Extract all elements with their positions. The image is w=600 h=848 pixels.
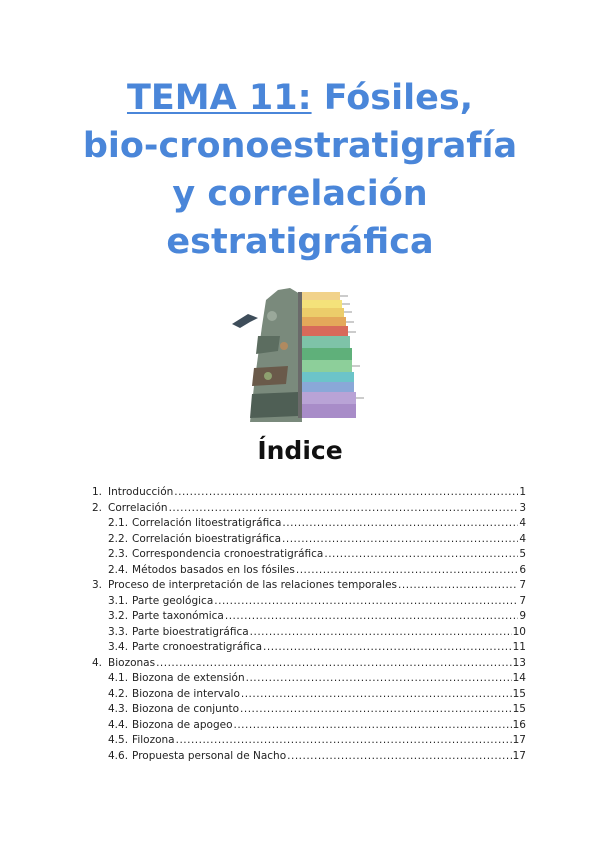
toc-entry[interactable] [108, 548, 526, 564]
toc-entry-label: Correspondencia cronoestratigráfica [132, 548, 324, 560]
toc-entry-label: Biozona de intervalo [132, 687, 240, 700]
toc-entry-page: 17 [512, 749, 526, 762]
toc-entry-page: 3 [519, 501, 526, 514]
toc-dot-leader [263, 641, 512, 653]
toc-dot-leader [169, 502, 519, 514]
toc-entry-page: 6 [519, 563, 526, 576]
toc-entry-page: 14 [512, 672, 526, 684]
toc-dot-leader [282, 533, 518, 545]
toc-entry-page: 1 [519, 486, 526, 498]
toc-entry-page: 9 [519, 610, 526, 622]
toc-entry-number: 3.3. [108, 625, 129, 638]
toc-entry-page: 15 [512, 687, 526, 700]
toc-dot-leader [246, 672, 512, 684]
toc-dot-leader [234, 719, 512, 731]
toc-dot-leader [214, 595, 518, 607]
toc-entry-number: 4.5. [108, 734, 129, 746]
toc-entry[interactable] [108, 719, 526, 735]
toc-entry-label: Biozona de extensión [132, 672, 245, 684]
toc-entry-page: 17 [512, 734, 526, 746]
toc-entry-number: 3. [92, 579, 103, 591]
toc-entry[interactable] [108, 626, 526, 642]
toc-entry-number: 4.6. [108, 749, 129, 762]
toc-entry[interactable] [108, 533, 526, 549]
toc-entry[interactable] [108, 734, 526, 750]
toc-entry-label: Métodos basados en los fósiles [132, 563, 295, 576]
toc-entry-label: Biozona de conjunto [132, 703, 240, 715]
toc-entry-number: 4. [92, 656, 103, 669]
toc-entry-label: Propuesta personal de Nacho [132, 749, 287, 762]
toc-entry-label: Correlación [108, 501, 168, 514]
toc-entry[interactable] [108, 610, 526, 626]
toc-entry-number: 3.1. [108, 594, 129, 607]
title-topic-number: TEMA 11: [126, 78, 312, 118]
toc-dot-leader [241, 688, 512, 700]
toc-dot-leader [225, 610, 518, 622]
toc-entry-page: 7 [519, 594, 526, 607]
toc-dot-leader [287, 750, 511, 762]
toc-entry-number: 4.1. [108, 672, 129, 684]
toc-entry-page: 4 [519, 517, 526, 529]
toc-dot-leader [324, 548, 518, 560]
title-line-1: Fósiles, [311, 78, 473, 118]
title-line-4: estratigráfica [166, 222, 434, 262]
toc-entry[interactable] [92, 657, 526, 673]
toc-entry[interactable] [108, 703, 526, 719]
index-heading: Índice [257, 436, 343, 465]
toc-entry-label: Introducción [108, 486, 174, 498]
toc-entry[interactable] [92, 579, 526, 595]
toc-entry[interactable] [108, 672, 526, 688]
toc-dot-leader [240, 703, 512, 715]
toc-dot-leader [174, 486, 518, 498]
toc-entry-number: 2.3. [108, 548, 129, 560]
toc-entry[interactable] [92, 502, 526, 518]
toc-entry-page: 10 [512, 625, 526, 638]
toc-entry-label: Parte bioestratigráfica [132, 625, 249, 638]
toc-entry-label: Parte taxonómica [132, 610, 224, 622]
toc-entry-label: Correlación bioestratigráfica [132, 532, 282, 545]
toc-entry-number: 4.2. [108, 687, 129, 700]
toc-entry[interactable] [108, 641, 526, 657]
toc-entry-page: 13 [512, 656, 526, 669]
toc-entry-number: 4.4. [108, 718, 129, 731]
toc-entry-number: 4.3. [108, 703, 129, 715]
toc-entry-label: Parte geológica [132, 594, 214, 607]
geologic-time-column-illustration [228, 276, 372, 422]
toc-entry-label: Filozona [132, 734, 175, 746]
toc-entry-label: Proceso de interpretación de las relaciones temporales [108, 579, 398, 591]
toc-entry[interactable] [108, 688, 526, 704]
toc-entry-label: Biozonas [108, 656, 156, 669]
toc-entry[interactable] [108, 750, 526, 766]
toc-entry[interactable] [108, 564, 526, 580]
toc-entry-number: 2.4. [108, 563, 129, 576]
toc-entry-page: 7 [519, 579, 526, 591]
toc-entry-page: 11 [512, 641, 526, 653]
toc-dot-leader [176, 734, 512, 746]
toc-entry-page: 15 [512, 703, 526, 715]
title-line-2: bio-cronoestratigrafía [82, 126, 518, 166]
toc-dot-leader [398, 579, 518, 591]
title-line-3: y correlación [172, 174, 428, 214]
toc-entry-label: Parte cronoestratigráfica [132, 641, 263, 653]
toc-entry-number: 1. [92, 486, 103, 498]
toc-entry-number: 3.2. [108, 610, 129, 622]
document-title [40, 74, 560, 266]
toc-entry[interactable] [108, 517, 526, 533]
toc-entry[interactable] [92, 486, 526, 502]
toc-entry-number: 3.4. [108, 641, 129, 653]
toc-dot-leader [296, 564, 518, 576]
toc-entry-number: 2. [92, 501, 103, 514]
toc-entry-page: 5 [519, 548, 526, 560]
toc-entry-page: 16 [512, 718, 526, 731]
toc-entry-page: 4 [519, 532, 526, 545]
toc-dot-leader [282, 517, 518, 529]
toc-entry-number: 2.1. [108, 517, 129, 529]
toc-dot-leader [156, 657, 512, 669]
toc-entry-number: 2.2. [108, 532, 129, 545]
toc-entry-label: Biozona de apogeo [132, 718, 233, 731]
toc-entry[interactable] [108, 595, 526, 611]
toc-entry-label: Correlación litoestratigráfica [132, 517, 282, 529]
toc-dot-leader [250, 626, 512, 638]
